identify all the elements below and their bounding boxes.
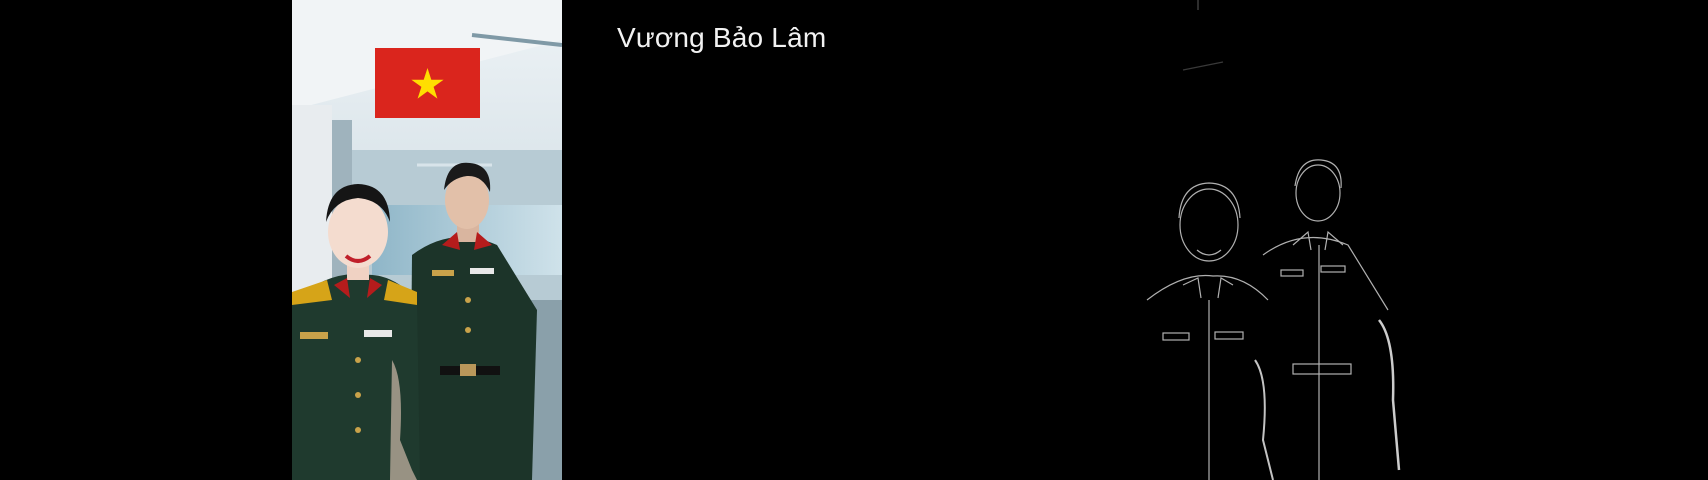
office-scene-image xyxy=(292,0,562,480)
edge-detection-image xyxy=(1143,0,1415,480)
edge-outline xyxy=(1147,0,1399,480)
vietnam-flag-image xyxy=(375,48,480,118)
caption-name: Vương Bảo Lâm xyxy=(617,22,827,53)
edge-detection-panel xyxy=(1143,0,1415,480)
original-photo-panel xyxy=(292,0,562,480)
